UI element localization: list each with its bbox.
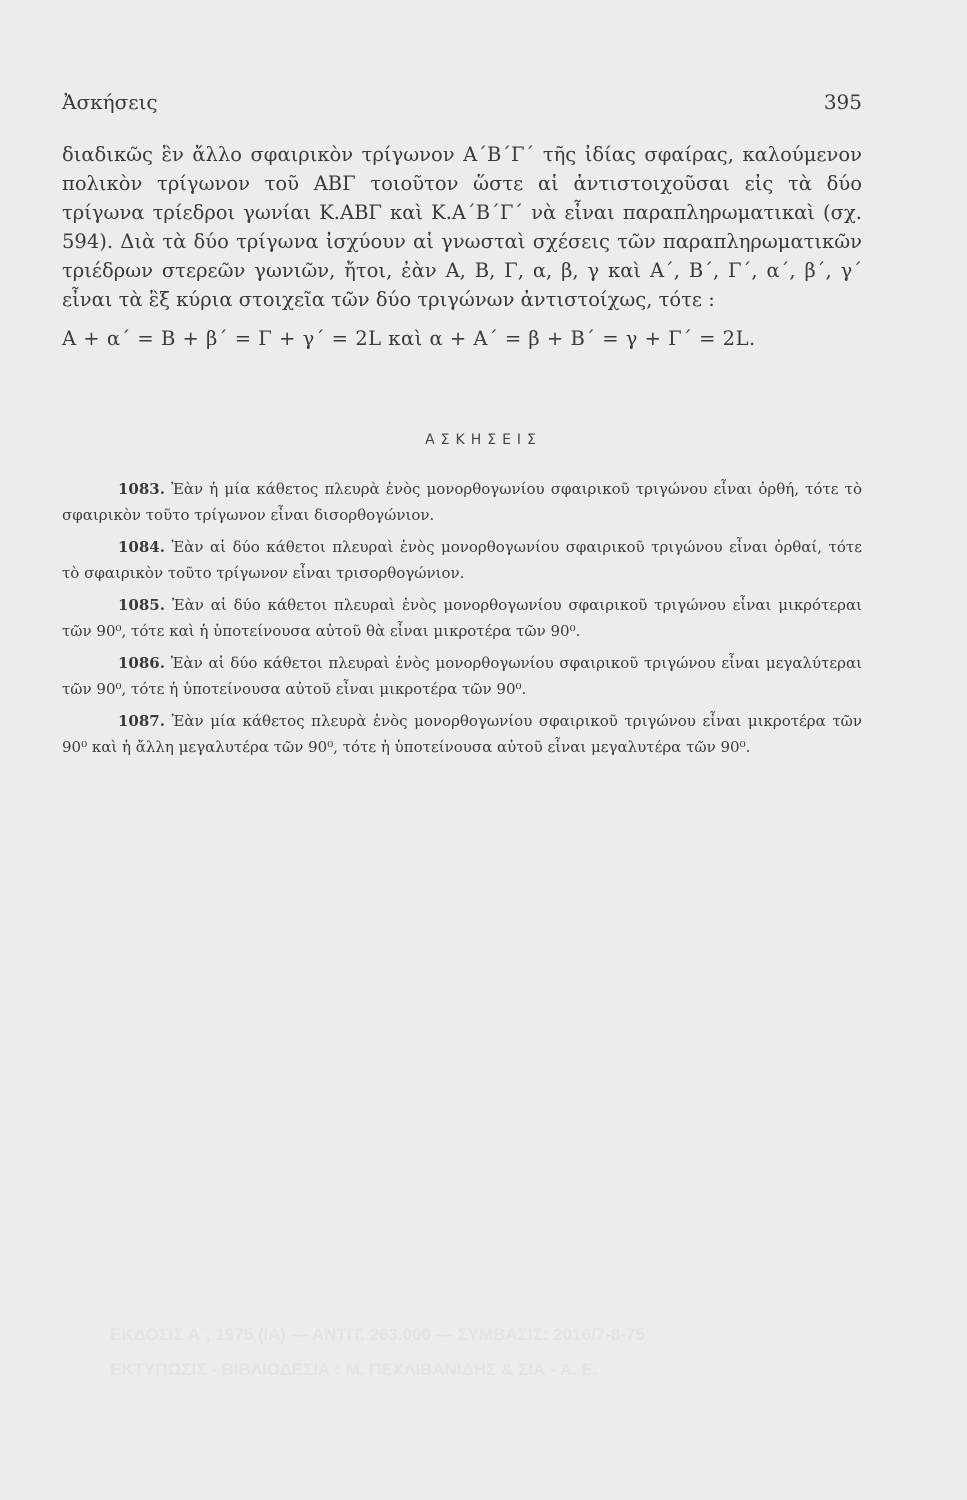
running-title: Ἀσκήσεις [62, 90, 158, 114]
page-number: 395 [823, 90, 862, 114]
exercise-text: Ἐὰν αἱ δύο κάθετοι πλευραὶ ἑνὸς μονορθογωνίου σφαιρικοῦ τριγώνου εἶναι μεγαλύτεραι τῶν 90⁰, τότε ἡ ὑποτείνουσα αὐτοῦ εἶναι μικροτέρα τῶν 90⁰. [62, 654, 862, 698]
exercise-number: 1084. [118, 538, 165, 556]
intro-text [62, 140, 862, 361]
exercise-number: 1085. [118, 596, 165, 614]
exercise-text: Ἐὰν μία κάθετος πλευρὰ ἑνὸς μονορθογωνίου σφαιρικοῦ τριγώνου εἶναι μικροτέρα τῶν 90⁰ καὶ ἡ ἄλλη μεγαλυτέρα τῶν 90⁰, τότε ἡ ὑποτείνουσα αὐτοῦ εἶναι μεγαλυτέρα τῶν 90⁰. [62, 712, 862, 756]
faded-imprint-line-2: ΕΚΤΥΠΩΣΙΣ - ΒΙΒΛΙΟΔΕΣΙΑ : Μ. ΠΕΧΛΙΒΑΝΙΔΗΣ & ΣΙΑ - Α. Ε. [110, 1360, 598, 1379]
faded-imprint-line-1: ΕΚΔΟΣΙΣ Α΄, 1975 (IA) — ΑΝΤΙΤ. 263.000 — ΣΥΜΒΑΣΙΣ: 2016/7-8-75 [110, 1325, 645, 1344]
intro-paragraph: διαδικῶς ἓν ἄλλο σφαιρικὸν τρίγωνον Α΄Β΄Γ΄ τῆς ἰδίας σφαίρας, καλούμενον πολικὸν τρίγωνον τοῦ ΑΒΓ τοιοῦτον ὥστε αἱ ἀντιστοιχοῦσαι εἰς τὰ δύο τρίγωνα τρίεδροι γωνίαι Κ.ΑΒΓ καὶ Κ.Α΄Β΄Γ΄ νὰ εἶναι παραπληρωματικαὶ (σχ. 594). Διὰ τὰ δύο τρίγωνα ἰσχύουν αἱ γνωσταὶ σχέσεις τῶν παραπληρωματικῶν τριέδρων στερεῶν γωνιῶν, ἤτοι, ἐὰν Α, Β, Γ, α, β, γ καὶ Α΄, Β΄, Γ΄, α΄, β΄, γ΄ εἶναι τὰ ἓξ κύρια στοιχεῖα τῶν δύο τριγώνων ἀντιστοίχως, τότε : [62, 143, 862, 311]
exercise-number: 1083. [118, 480, 165, 498]
exercise-item [62, 476, 862, 528]
exercise-list [62, 476, 862, 766]
exercise-number: 1086. [118, 654, 165, 672]
section-title: ΑΣΚΗΣΕΙΣ [425, 432, 542, 448]
page-header [62, 90, 862, 120]
exercise-item [62, 534, 862, 586]
exercise-text: Ἐὰν ἡ μία κάθετος πλευρὰ ἑνὸς μονορθογωνίου σφαιρικοῦ τριγώνου εἶναι ὀρθή, τότε τὸ σφαιρικὸν τοῦτο τρίγωνον εἶναι δισορθογώνιον. [62, 480, 862, 524]
exercise-number: 1087. [118, 712, 165, 730]
exercise-item [62, 708, 862, 760]
exercise-item [62, 650, 862, 702]
exercise-item [62, 592, 862, 644]
intro-equation: Α + α΄ = Β + β΄ = Γ + γ΄ = 2L καὶ α + Α΄ = β + Β΄ = γ + Γ΄ = 2L. [62, 327, 756, 350]
exercise-text: Ἐὰν αἱ δύο κάθετοι πλευραὶ ἑνὸς μονορθογωνίου σφαιρικοῦ τριγώνου εἶναι μικρότεραι τῶν 90⁰, τότε καὶ ἡ ὑποτείνουσα αὐτοῦ θὰ εἶναι μικροτέρα τῶν 90⁰. [62, 596, 862, 640]
exercise-text: Ἐὰν αἱ δύο κάθετοι πλευραὶ ἑνὸς μονορθογωνίου σφαιρικοῦ τριγώνου εἶναι ὀρθαί, τότε τὸ σφαιρικὸν τοῦτο τρίγωνον εἶναι τρισορθογώνιον. [62, 538, 862, 582]
